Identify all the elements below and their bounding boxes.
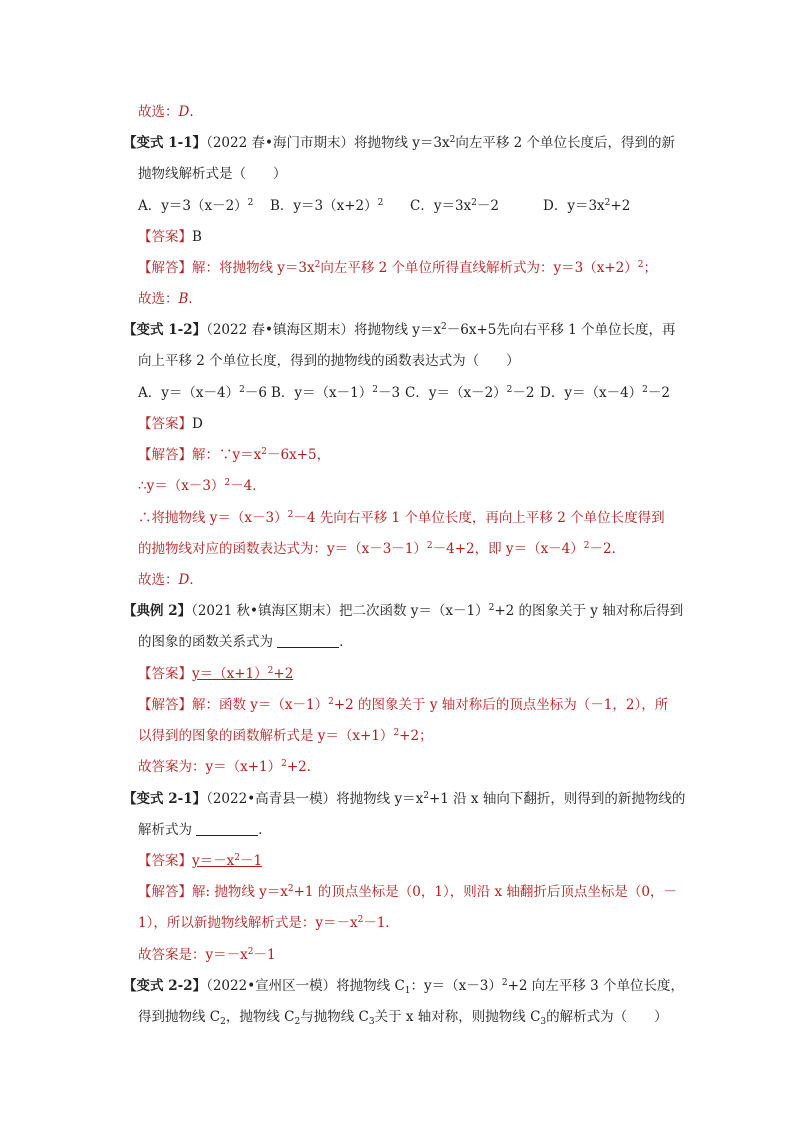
variant-2-1-stem: 【变式 2-1】（2022•高青县一模）将抛物线 $y=x^2+1$ 沿 x 轴向下翻折，则得到的新抛物线的 — [123, 791, 686, 807]
variant-1-2-solution-2: $\therefore y=(x-3)^2-4$． — [138, 478, 266, 494]
variant-1-2-solution-3: ∴将抛物线 $y=(x-3)^2-4$ 先向右平移 1 个单位长度，再向上平移 2 个单位长度得到 — [138, 510, 665, 526]
variant-1-1-stem: 【变式 1-1】（2022 春•海门市期末）将抛物线 $y=3x^2$向左平移 2 个单位长度后，得到的新 — [123, 135, 675, 151]
variant-1-1-selection: 故选：B． — [138, 291, 202, 307]
variant-1-2-solution-1: 【解答】解：$\because y=x^2-6x+5$， — [138, 447, 331, 463]
variant-1-2-stem-2: 向上平移 2 个单位长度，得到的抛物线的函数表达式为（ ） — [138, 353, 520, 369]
selection-line: 故选：D. — [138, 104, 194, 120]
variant-1-2-solution-4: 的抛物线对应的函数表达式为：$y=(x-3-1)^2-4+2$，即 $y=(x-4)^2-2$． — [138, 541, 626, 557]
variant-1-1-stem-2: 抛物线解析式是（ ） — [138, 166, 287, 182]
variant-1-2-stem: 【变式 1-2】（2022 春•镇海区期末）将抛物线 $y=x^2-6x+5$先向右平移 1 个单位长度，再 — [123, 322, 676, 338]
variant-2-1-solution-1: 【解答】解: 抛物线 $y=x^2+1$ 的顶点坐标是（0，1），则沿 x 轴翻折后顶点坐标是（0，－ — [138, 884, 678, 900]
example-2-final: 故答案为：$y=(x+1)^2+2$． — [138, 759, 321, 775]
variant-1-2-selection: 故选：D． — [138, 572, 203, 588]
example-2-answer: 【答案】$y=(x+1)^2+2$ — [138, 666, 294, 682]
variant-2-1-solution-2: 1），所以新抛物线解析式是：$y=-x^2-1$． — [138, 915, 399, 931]
variant-1-2-answer: 【答案】D — [138, 416, 203, 432]
example-2-stem-2: 的图象的函数关系式为 ． — [138, 634, 353, 650]
answer-blank — [277, 635, 339, 648]
variant-1-1-answer: 【答案】B — [138, 229, 202, 245]
example-2-solution-2: 以得到的图象的函数解析式是 $y=(x+1)^2+2$； — [138, 728, 433, 744]
variant-2-1-answer: 【答案】$y=-x^2-1$ — [138, 853, 263, 869]
variant-2-1-final: 故答案是：$y=-x^2-1$ — [138, 947, 276, 963]
variant-2-2-stem: 【变式 2-2】（2022•宣州区一模）将抛物线 $C_1$：$y=(x-3)^2+2$ 向左平移 3 个单位长度， — [123, 978, 684, 996]
answer-blank — [196, 823, 258, 836]
variant-2-1-stem-2: 解析式为 ． — [138, 822, 272, 838]
variant-1-1-options: A．$y=3(x-2)^2$ B．$y=3(x+2)^2$ C．$y=3x^2-2$ D．$y=3x^2+2$ — [138, 198, 631, 214]
variant-1-2-options: A．$y=(x-4)^2-6$ B．$y=(x-1)^2-3$ C．$y=(x-2)^2-2$ D．$y=(x-4)^2-2$ — [138, 385, 670, 401]
example-2-stem: 【典例 2】（2021 秋•镇海区期末）把二次函数 $y=(x-1)^2+2$ 的图象关于 y 轴对称后得到 — [123, 603, 684, 619]
variant-1-1-solution: 【解答】解：将抛物线 $y=3x^2$向左平移 2 个单位所得直线解析式为：$y=3(x+2)^2$； — [138, 260, 657, 276]
example-2-solution-1: 【解答】解：函数 $y=(x-1)^2+2$ 的图象关于 y 轴对称后的顶点坐标为（－1，2），所 — [138, 697, 669, 713]
variant-2-2-stem-2: 得到抛物线 $C_2$，抛物线 $C_2$与抛物线 $C_3$关于 x 轴对称，则抛物线 $C_3$的解析式为（ ） — [138, 1009, 668, 1027]
